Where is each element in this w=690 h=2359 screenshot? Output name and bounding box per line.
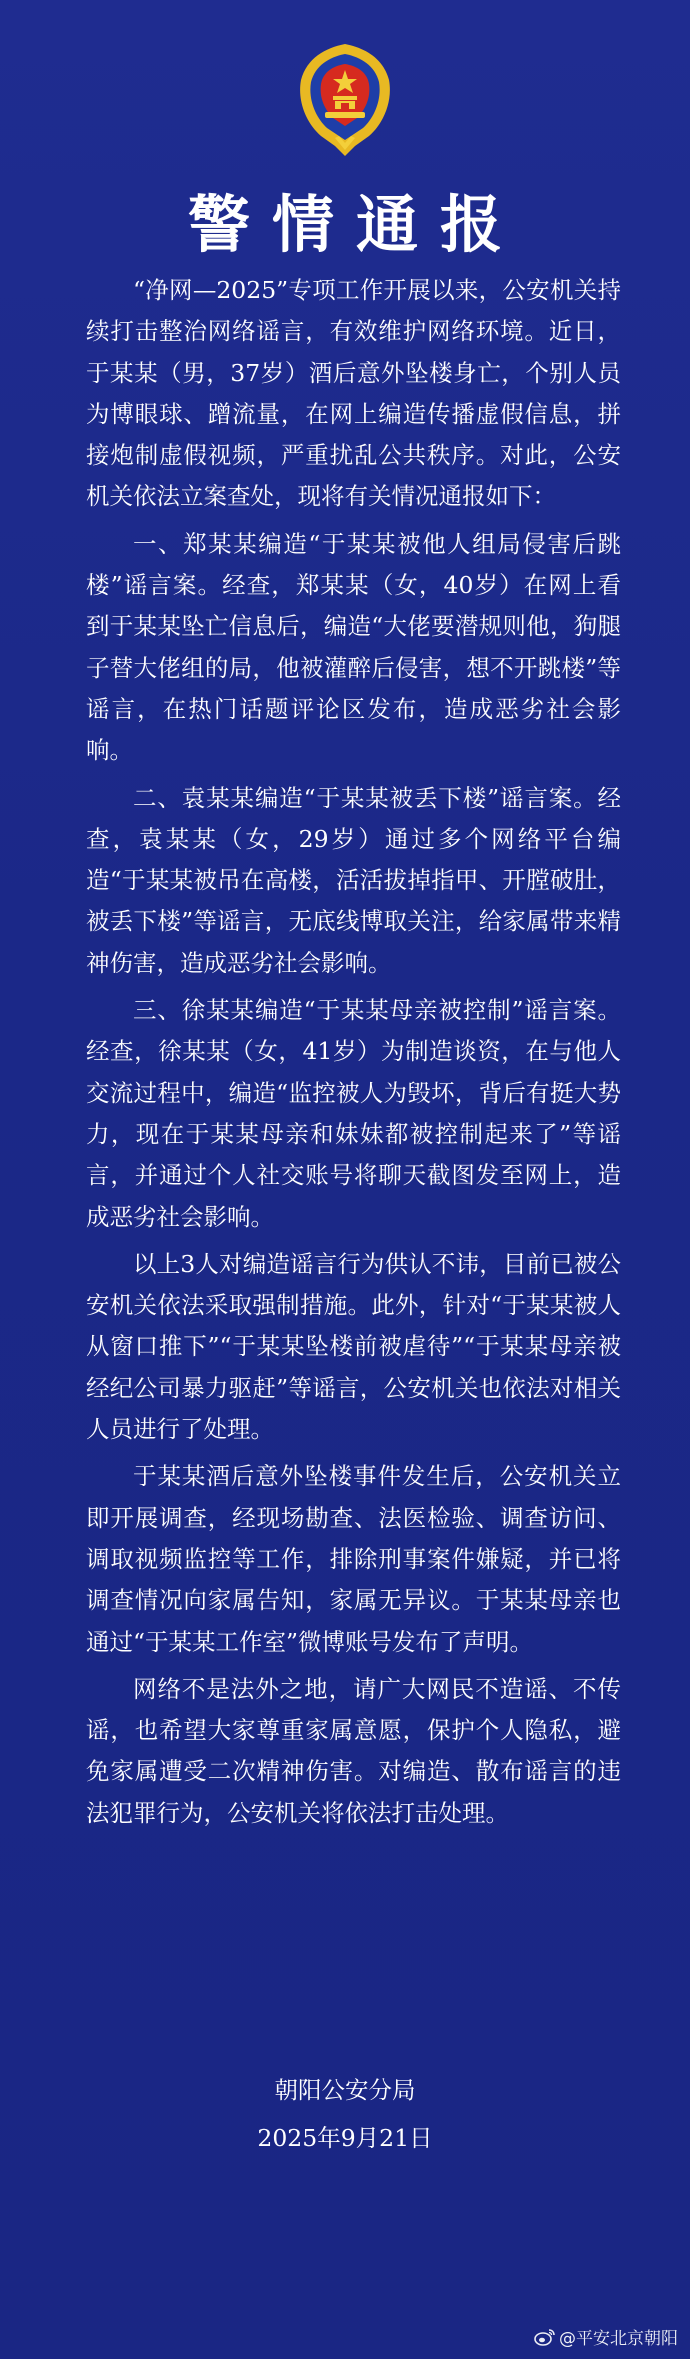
paragraph-appeal: 网络不是法外之地，请广大网民不造谣、不传谣，也希望大家尊重家属意愿，保护个人隐私，避免家属遭受二次精神伤害。对编造、散布谣言的违法犯罪行为，公安机关将依法打击处理。 bbox=[86, 1674, 621, 1827]
paragraph-case-2: 二、袁某某编造“于某某被丢下楼”谣言案。经查，袁某某（女，29岁）通过多个网络平台编造“于某某被吊在高楼，活活拔掉指甲、开膛破肚，被丢下楼”等谣言，无底线博取关注，给家属带来精神伤害，造成恶劣社会影响。 bbox=[86, 783, 621, 977]
notice-body bbox=[86, 270, 621, 1840]
paragraph-measures: 以上3人对编造谣言行为供认不讳，目前已被公安机关依法采取强制措施。此外，针对“于某某被人从窗口推下”“于某某坠楼前被虐待”“于某某母亲被经纪公司暴力驱赶”等谣言，公安机关也依法对相关人员进行了处理。 bbox=[86, 1249, 621, 1444]
watermark-text: @平安北京朝阳 bbox=[559, 2329, 678, 2349]
watermark bbox=[534, 2324, 678, 2349]
police-emblem-icon bbox=[295, 40, 395, 160]
paragraph-intro: “净网—2025”专项工作开展以来，公安机关持续打击整治网络谣言，有效维护网络环境。近日，于某某（男，37岁）酒后意外坠楼身亡，个别人员为博眼球、蹭流量，在网上编造传播虚假信息，拼接炮制虚假视频，严重扰乱公共秩序。对此，公安机关依法立案查处，现将有关情况通报如下： bbox=[86, 276, 621, 511]
signature-org: 朝阳公安分局 bbox=[274, 2076, 416, 2104]
paragraph-case-1: 一、郑某某编造“于某某被他人组局侵害后跳楼”谣言案。经查，郑某某（女，40岁）在网上看到于某某坠亡信息后，编造“大佬要潜规则他，狗腿子替大佬组的局，他被灌醉后侵害，想不开跳楼”等谣言，在热门话题评论区发布，造成恶劣社会影响。 bbox=[86, 529, 621, 765]
signature-date: 2025年9月21日 bbox=[257, 2124, 433, 2152]
paragraph-case-3: 三、徐某某编造“于某某母亲被控制”谣言案。经查，徐某某（女，41岁）为制造谈资，在与他人交流过程中，编造“监控被人为毁坏，背后有挺大势力，现在于某某母亲和妹妹都被控制起来了”等谣言，并通过个人社交账号将聊天截图发至网上，造成恶劣社会影响。 bbox=[86, 996, 621, 1231]
weibo-icon bbox=[534, 2328, 556, 2346]
page-title: 警情通报 bbox=[187, 188, 524, 261]
paragraph-investigation: 于某某酒后意外坠楼事件发生后，公安机关立即开展调查，经现场勘查、法医检验、调查访问、调取视频监控等工作，排除刑事案件嫌疑，并已将调查情况向家属告知，家属无异议。于某某母亲也通过“于某某工作室”微博账号发布了声明。 bbox=[86, 1462, 621, 1656]
